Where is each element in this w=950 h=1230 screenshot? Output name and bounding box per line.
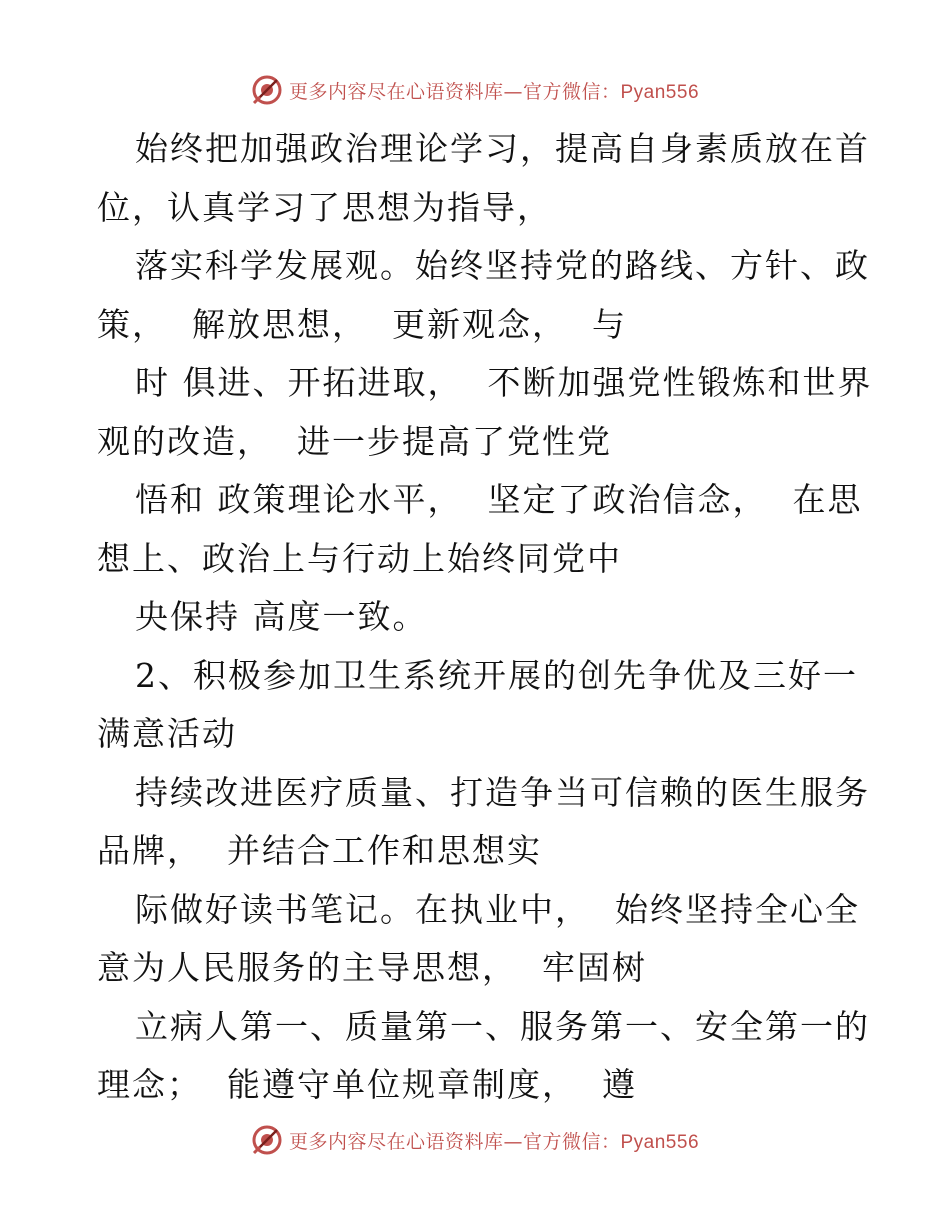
text-line: 2、积极参加卫生系统开展的创先争优及三好一 — [135, 655, 858, 695]
text-line: 理念； 能遵守单位规章制度， 遵 — [97, 1065, 637, 1104]
text-line: 位，认真学习了思想为指导， — [97, 187, 552, 227]
wechat-id: Pyan556 — [620, 1131, 700, 1153]
text-line: 意为人民服务的主导思想， 牢固树 — [97, 948, 647, 987]
text-line: 时 俱进、开拓进取， 不断加强党性锻炼和世界 — [135, 363, 873, 402]
text-line: 满意活动 — [97, 714, 237, 753]
text-line: 策， 解放思想， 更新观念， 与 — [97, 304, 627, 344]
text-line: 悟和 政策理论水平， 坚定了政治信念， 在思 — [135, 480, 863, 519]
text-line: 想上、政治上与行动上始终同党中 — [97, 538, 622, 578]
wechat-id: Pyan556 — [620, 81, 700, 103]
text-line: 际做好读书笔记。在执业中， 始终坚持全心全 — [135, 889, 860, 929]
text-line: 落实科学发展观。始终坚持党的路线、方针、政 — [135, 246, 870, 285]
banner-text: 更多内容尽在心语资料库—官方微信： — [288, 1130, 621, 1153]
text-line: 品牌， 并结合工作和思想实 — [97, 831, 542, 870]
header-banner — [0, 70, 950, 110]
footer-banner — [0, 1120, 950, 1160]
red-seal-logo-icon — [251, 74, 283, 106]
text-line: 央保持 高度一致。 — [135, 597, 428, 636]
text-line: 立病人第一、质量第一、服务第一、安全第一的 — [135, 1006, 870, 1046]
document-body — [97, 120, 873, 1115]
red-seal-logo-icon — [251, 1124, 283, 1156]
text-line: 始终把加强政治理论学习，提高自身素质放在首 — [135, 129, 870, 168]
text-line: 持续改进医疗质量、打造争当可信赖的医生服务 — [135, 772, 870, 812]
text-line: 观的改造， 进一步提高了党性党 — [97, 421, 612, 461]
banner-text: 更多内容尽在心语资料库—官方微信： — [288, 80, 621, 103]
